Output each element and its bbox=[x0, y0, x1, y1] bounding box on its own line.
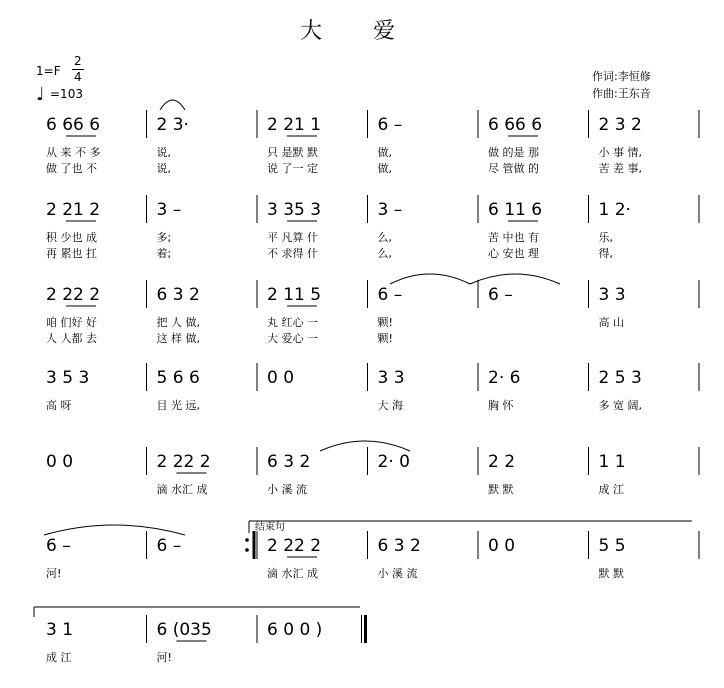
time-signature-bottom: 4 bbox=[74, 70, 82, 84]
lyric-verse-1: 高 呀 bbox=[46, 399, 72, 412]
measure-notes: 6 – bbox=[377, 285, 403, 305]
repeat-dot bbox=[245, 548, 249, 552]
measure-notes: 6 3 2 bbox=[267, 452, 311, 472]
measure-notes: 2· 0 bbox=[377, 452, 410, 472]
measure-notes: 3 3 bbox=[598, 285, 626, 305]
lyric-verse-1: 成 江 bbox=[46, 651, 72, 664]
lyric-verse-1: 小 溪 流 bbox=[267, 483, 307, 496]
lyric-verse-1: 高 山 bbox=[598, 316, 624, 329]
slur bbox=[390, 274, 470, 284]
lyric-verse-1: 小 溪 流 bbox=[377, 567, 418, 580]
measure-notes: 2 11 5 bbox=[267, 285, 322, 305]
measure-notes: 6 – bbox=[156, 536, 182, 556]
lyric-verse-1: 积 少也 成 bbox=[46, 231, 97, 244]
lyric-verse-1: 做, bbox=[377, 146, 392, 159]
lyric-verse-2: 尽 管做 的 bbox=[488, 162, 539, 175]
measure-notes: 6 (035 bbox=[156, 620, 212, 640]
lyric-verse-1: 大 海 bbox=[377, 399, 403, 412]
lyric-verse-1: 胸 怀 bbox=[488, 399, 514, 412]
lyric-verse-2: 颗! bbox=[377, 332, 393, 345]
lyric-verse-1: 多 宽 阔, bbox=[598, 399, 642, 412]
tempo-marking: =103 bbox=[50, 87, 83, 101]
measure-notes: 3 5 3 bbox=[46, 368, 90, 388]
lyric-verse-1: 苦 中也 有 bbox=[488, 231, 539, 244]
lyric-verse-2: 这 样 做, bbox=[156, 332, 200, 345]
lyric-verse-2: 不 求得 什 bbox=[267, 247, 318, 260]
measure-notes: 6 11 6 bbox=[488, 200, 543, 220]
lyric-verse-1: 乐, bbox=[598, 231, 613, 244]
lyric-verse-1: 颗! bbox=[377, 316, 393, 329]
measure-notes: 6 66 6 bbox=[488, 115, 543, 135]
lyric-verse-2: 做 了也 不 bbox=[46, 162, 97, 175]
measure-notes: 2 21 1 bbox=[267, 115, 322, 135]
lyric-verse-1: 做 的是 那 bbox=[488, 146, 539, 159]
measure-notes: 6 3 2 bbox=[377, 536, 421, 556]
lyric-verse-1: 平 凡算 什 bbox=[267, 231, 318, 244]
lyric-verse-1: 丸 红心 一 bbox=[267, 316, 318, 329]
lyric-verse-2: 说 了一 定 bbox=[267, 162, 318, 175]
measure-notes: 0 0 bbox=[46, 452, 74, 472]
measure-notes: 5 6 6 bbox=[156, 368, 200, 388]
lyric-verse-1: 咱 们好 好 bbox=[46, 316, 97, 329]
lyric-verse-1: 把 人 做, bbox=[156, 316, 200, 329]
measure-notes: 2 3 2 bbox=[598, 115, 642, 135]
lyric-verse-1: 小 事 情, bbox=[598, 146, 642, 159]
measure-notes: 6 – bbox=[46, 536, 71, 556]
slur bbox=[470, 274, 560, 284]
lyric-verse-1: 滴 水汇 成 bbox=[267, 567, 318, 580]
measure-notes: 3 1 bbox=[46, 620, 74, 640]
slur bbox=[320, 441, 410, 451]
measure-notes: 2 22 2 bbox=[156, 452, 211, 472]
measure-notes: 3 3 bbox=[377, 368, 405, 388]
quarter-note-icon: ♩ bbox=[36, 84, 45, 105]
lyric-verse-2: 么, bbox=[377, 247, 392, 260]
measure-notes: 1 1 bbox=[598, 452, 626, 472]
measure-notes: 2 2 bbox=[488, 452, 516, 472]
lyric-verse-1: 么, bbox=[377, 231, 392, 244]
measure-notes: 2 5 3 bbox=[598, 368, 642, 388]
measure-notes: 2 22 2 bbox=[46, 285, 101, 305]
lyric-verse-1: 默 默 bbox=[598, 567, 624, 580]
lyricist-credit: 作词:李恒修 bbox=[592, 70, 651, 83]
composer-credit: 作曲:王东音 bbox=[592, 87, 651, 100]
lyric-verse-2: 大 爱心 一 bbox=[267, 332, 318, 345]
lyric-verse-2: 着; bbox=[156, 247, 172, 260]
measure-notes: 6 66 6 bbox=[46, 115, 101, 135]
repeat-dot bbox=[245, 538, 249, 542]
measure-notes: 6 0 0 ) bbox=[267, 620, 323, 640]
lyric-verse-1: 从 来 不 多 bbox=[46, 146, 101, 159]
lyric-verse-1: 成 江 bbox=[598, 483, 624, 496]
lyric-verse-1: 默 默 bbox=[488, 483, 514, 496]
lyric-verse-2: 做, bbox=[377, 162, 392, 175]
lyric-verse-1: 滴 水汇 成 bbox=[156, 483, 208, 496]
measure-notes: 0 0 bbox=[267, 368, 295, 388]
lyric-verse-1: 多; bbox=[156, 231, 172, 244]
lyric-verse-2: 人 人都 去 bbox=[46, 332, 97, 345]
slur bbox=[44, 525, 185, 535]
measure-notes: 6 – bbox=[488, 285, 513, 305]
lyric-verse-1: 只 是默 默 bbox=[267, 146, 318, 159]
measure-notes: 3 – bbox=[156, 200, 182, 220]
measure-notes: 6 – bbox=[377, 115, 403, 135]
key-signature: 1=F bbox=[36, 64, 61, 78]
lyric-verse-1: 说, bbox=[156, 146, 171, 159]
lyric-verse-1: 河! bbox=[156, 651, 172, 664]
measure-notes: 2 3· bbox=[156, 115, 189, 135]
measure-notes: 2 22 2 bbox=[267, 536, 322, 556]
lyric-verse-2: 心 安也 理 bbox=[488, 247, 539, 260]
measure-notes: 3 35 3 bbox=[267, 200, 322, 220]
lyric-verse-2: 再 累也 扛 bbox=[46, 247, 97, 260]
coda-label: 结束句 bbox=[255, 522, 285, 533]
time-signature-top: 2 bbox=[74, 54, 82, 68]
lyric-verse-2: 得, bbox=[598, 247, 613, 260]
measure-notes: 2 21 2 bbox=[46, 200, 101, 220]
lyric-verse-2: 说, bbox=[156, 162, 171, 175]
lyric-verse-2: 苦 差 事, bbox=[598, 162, 642, 175]
measure-notes: 1 2· bbox=[598, 200, 631, 220]
measure-notes: 5 5 bbox=[598, 536, 626, 556]
lyric-verse-1: 目 光 远, bbox=[156, 399, 200, 412]
slur bbox=[160, 100, 185, 110]
measure-notes: 0 0 bbox=[488, 536, 516, 556]
lyric-verse-1: 河! bbox=[46, 567, 62, 580]
song-title: 大 爱 bbox=[300, 19, 417, 44]
measure-notes: 2· 6 bbox=[488, 368, 521, 388]
measure-notes: 6 3 2 bbox=[156, 285, 200, 305]
measure-notes: 3 – bbox=[377, 200, 403, 220]
